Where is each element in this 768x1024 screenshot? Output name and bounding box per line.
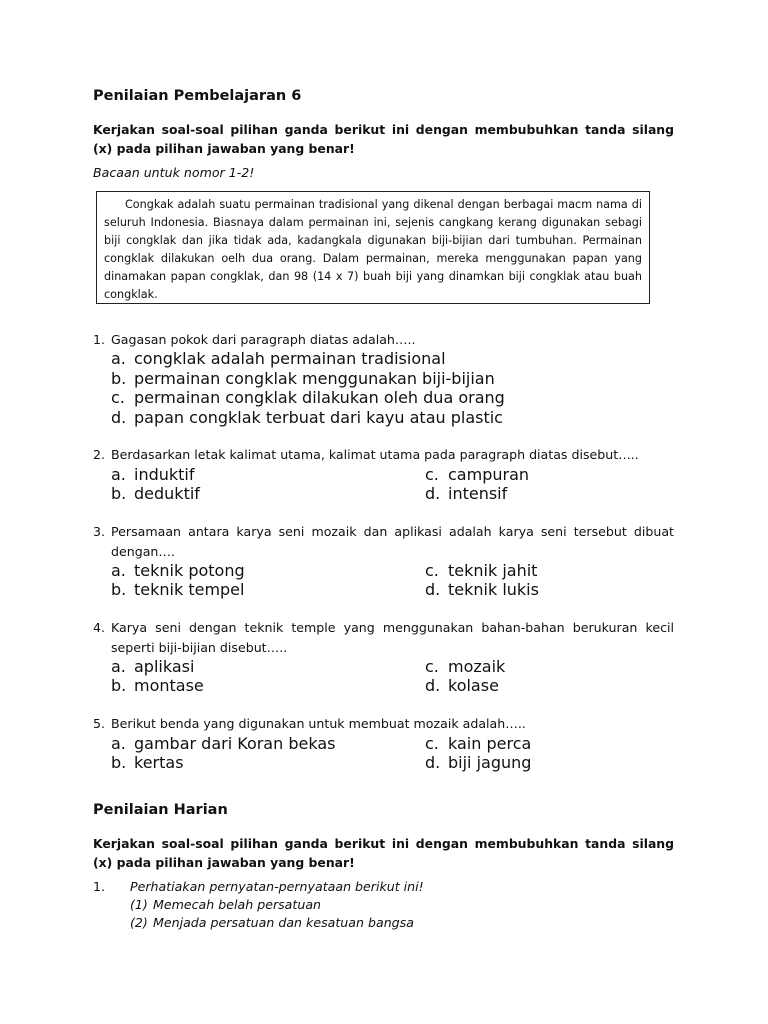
- reading-passage-box: [96, 191, 650, 304]
- statement-text: Memecah belah persatuan: [153, 897, 322, 912]
- option-letter: c.: [111, 388, 125, 407]
- question-5: [93, 714, 674, 734]
- question-text: Gagasan pokok dari paragraph diatas adalah…..: [111, 332, 416, 347]
- option-letter: c.: [425, 733, 439, 753]
- option-letter: b.: [111, 753, 127, 772]
- option-letter: d.: [111, 407, 127, 427]
- option-letter: a.: [111, 656, 126, 676]
- option-letter: b.: [111, 580, 127, 599]
- question-text: Persamaan antara karya seni mozaik dan aplikasi adalah karya seni tersebut dibuat dengan….: [111, 524, 674, 559]
- statement: [130, 896, 674, 914]
- option-text: kolase: [448, 676, 499, 695]
- question-number: 2.: [93, 447, 106, 462]
- option-text: teknik potong: [134, 560, 245, 580]
- statement: [130, 914, 674, 932]
- option-text: permainan congklak menggunakan biji-bijian: [134, 368, 495, 388]
- option-text: induktif: [134, 464, 195, 484]
- option-text: kertas: [134, 753, 184, 772]
- question-text: Berdasarkan letak kalimat utama, kalimat utama pada paragraph diatas disebut…..: [111, 447, 639, 462]
- option-letter: a.: [111, 349, 126, 368]
- option-letter: d.: [425, 676, 441, 695]
- option-text: kain perca: [448, 733, 532, 753]
- question-number: 1.: [93, 879, 106, 894]
- question-number: 5.: [93, 716, 106, 731]
- option-text: teknik lukis: [448, 580, 539, 599]
- question-text: Berikut benda yang digunakan untuk membuat mozaik adalah…..: [111, 716, 526, 731]
- instructions: Kerjakan soal-soal pilihan ganda berikut ini dengan membubuhkan tanda silang (x) pada pilihan jawaban yang benar!: [93, 122, 674, 156]
- reading-label: Bacaan untuk nomor 1-2!: [93, 165, 255, 180]
- option-text: papan congklak terbuat dari kayu atau plastic: [134, 407, 503, 427]
- option-letter: a.: [111, 560, 126, 580]
- question-2: [93, 445, 674, 465]
- option-text: aplikasi: [134, 656, 195, 676]
- statement-number: (1): [130, 897, 148, 912]
- question-text: Perhatiakan pernyatan-pernyataan berikut ini!: [130, 879, 424, 894]
- section-title: Penilaian Harian: [93, 802, 228, 818]
- option-letter: b.: [111, 484, 127, 503]
- option-text: biji jagung: [448, 753, 532, 772]
- question-3: [93, 522, 674, 561]
- statement-text: Menjada persatuan dan kesatuan bangsa: [153, 915, 414, 930]
- section-title: Penilaian Pembelajaran 6: [93, 88, 302, 104]
- option-text: teknik tempel: [134, 580, 245, 599]
- reading-passage-text: Congkak adalah suatu permainan tradisional yang dikenal dengan berbagai macm nama di seluruh Indonesia. Biasnaya dalam permainan ini, sejenis cangkang kerang digunakan sebagi biji congklak dan jika tidak ada, kadangkala digunakan biji-bijian dari tumbuhan. Permainan congklak dilakukan oelh dua orang. Dalam permainan, mereka menggunakan papan yang dinamakan papan congklak, dan 98 (14 x 7) buah biji yang dinamkan biji congklak atau buah congklak.: [104, 198, 642, 301]
- option-text: campuran: [448, 464, 530, 484]
- option-text: montase: [134, 676, 204, 695]
- question-number: 4.: [93, 620, 106, 635]
- question-number: 3.: [93, 524, 106, 539]
- option-text: gambar dari Koran bekas: [134, 733, 336, 753]
- option-text: permainan congklak dilakukan oleh dua orang: [134, 388, 505, 407]
- option-text: congklak adalah permainan tradisional: [134, 349, 446, 368]
- instructions: Kerjakan soal-soal pilihan ganda berikut ini dengan membubuhkan tanda silang (x) pada pilihan jawaban yang benar!: [93, 836, 674, 870]
- option-letter: b.: [111, 368, 127, 388]
- option-letter: c.: [425, 560, 439, 580]
- option-letter: d.: [425, 484, 441, 503]
- option-text: deduktif: [134, 484, 200, 503]
- harian-question-1: [93, 878, 674, 932]
- question-number: 1.: [93, 332, 106, 347]
- question-4: [93, 618, 674, 657]
- question-1: [93, 330, 674, 350]
- option-text: mozaik: [448, 656, 506, 676]
- option-letter: a.: [111, 733, 126, 753]
- question-text: Karya seni dengan teknik temple yang menggunakan bahan-bahan berukuran kecil seperti biji-bijian disebut…..: [111, 620, 674, 655]
- option-letter: a.: [111, 464, 126, 484]
- option-letter: b.: [111, 676, 127, 695]
- option-text: intensif: [448, 484, 508, 503]
- option-letter: c.: [425, 656, 439, 676]
- option-letter: d.: [425, 580, 441, 599]
- statement-number: (2): [130, 915, 148, 930]
- option-letter: c.: [425, 464, 439, 484]
- option-text: teknik jahit: [448, 560, 538, 580]
- option-letter: d.: [425, 753, 441, 772]
